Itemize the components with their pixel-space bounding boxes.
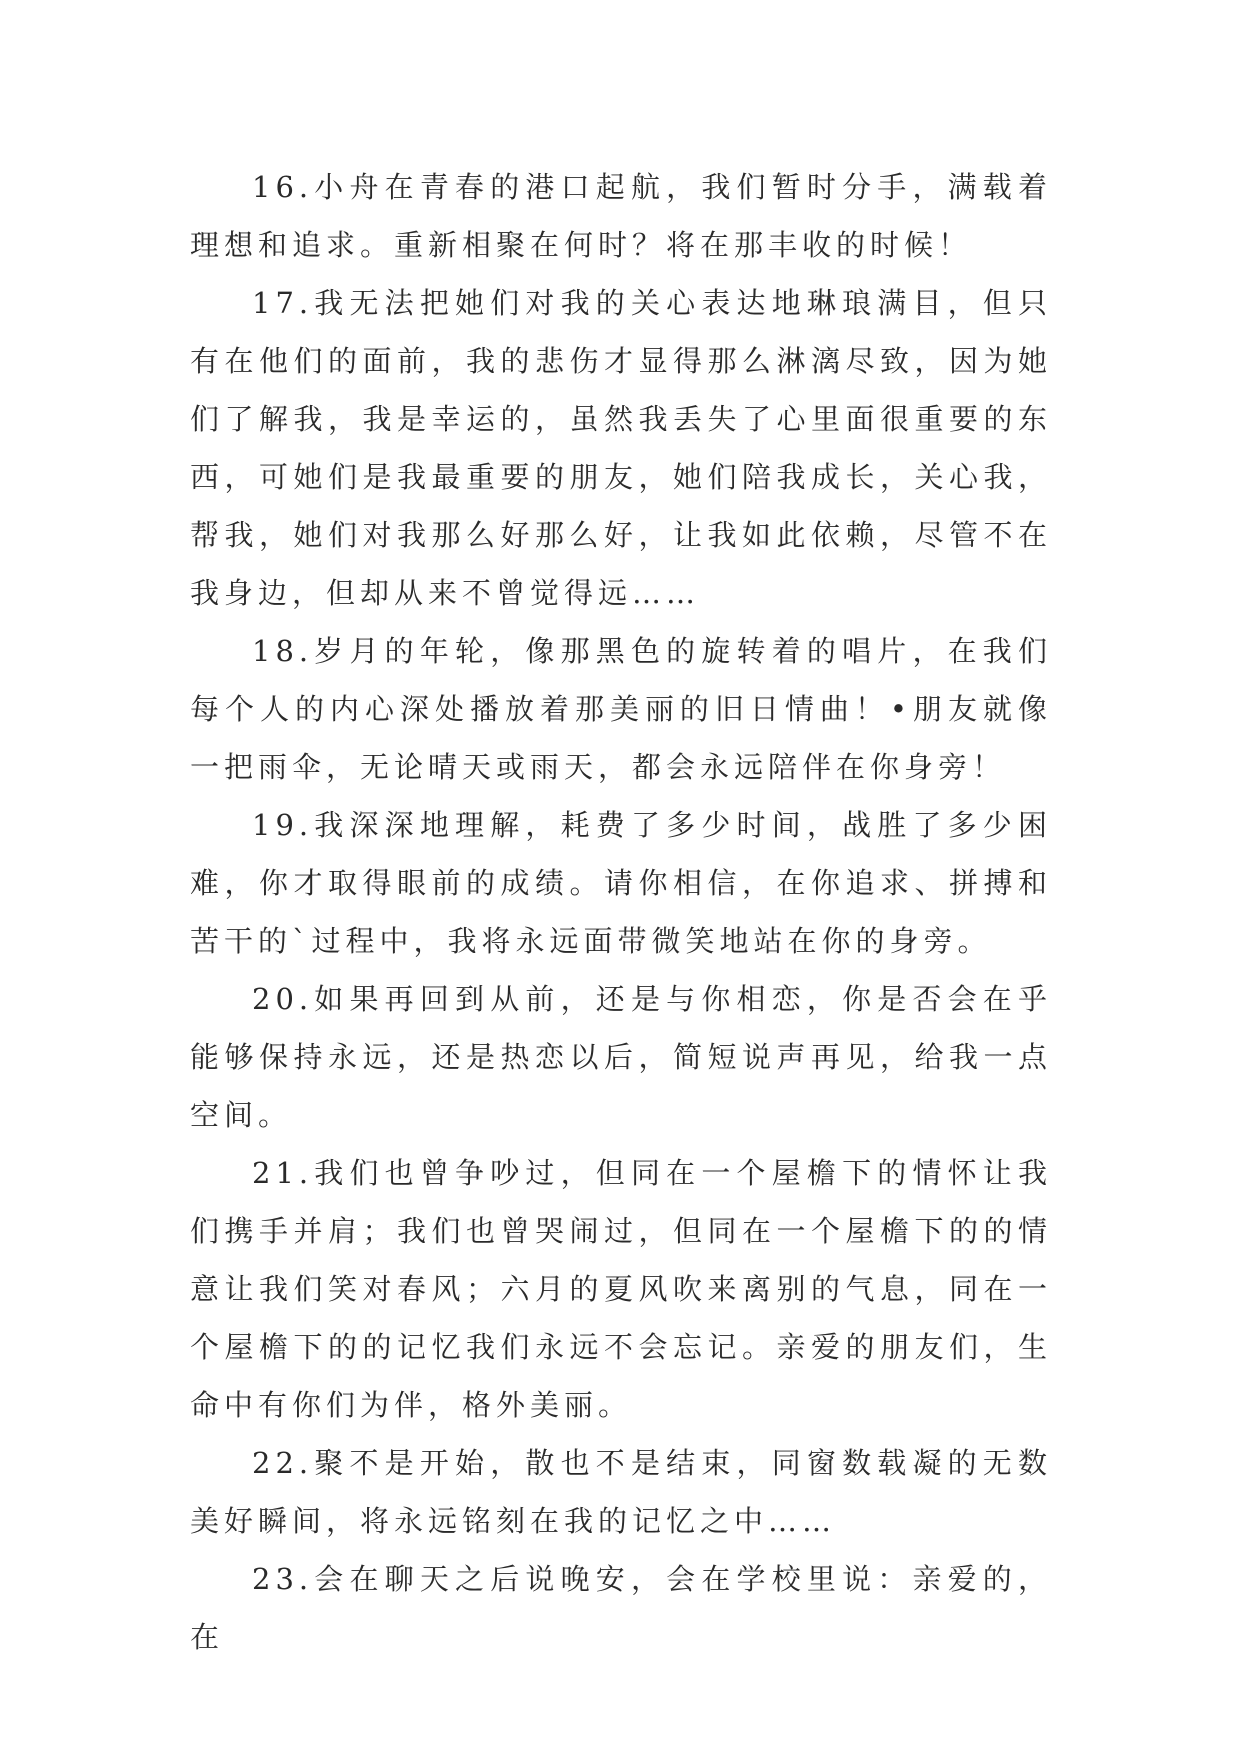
paragraph-22: 22.聚不是开始，散也不是结束，同窗数载凝的无数美好瞬间，将永远铭刻在我的记忆之中…… [190, 1446, 1052, 1538]
paragraph-21: 21.我们也曾争吵过，但同在一个屋檐下的情怀让我们携手并肩；我们也曾哭闹过，但同在一个屋檐下的的情意让我们笑对春风；六月的夏风吹来离别的气息，同在一个屋檐下的的记忆我们永远不会忘记。亲爱的朋友们，生命中有你们为伴，格外美丽。 [190, 1156, 1052, 1422]
paragraph-23: 23.会在聊天之后说晚安，会在学校里说：亲爱的，在 [190, 1562, 1052, 1654]
paragraph-19: 19.我深深地理解，耗费了多少时间，战胜了多少困难，你才取得眼前的成绩。请你相信，在你追求、拼搏和苦干的`过程中，我将永远面带微笑地站在你的身旁。 [190, 808, 1052, 958]
paragraph-16: 16.小舟在青春的港口起航，我们暂时分手，满载着理想和追求。重新相聚在何时？将在那丰收的时候！ [190, 170, 1052, 262]
paragraph-18: 18.岁月的年轮，像那黑色的旋转着的唱片，在我们每个人的内心深处播放着那美丽的旧日情曲！•朋友就像一把雨伞，无论晴天或雨天，都会永远陪伴在你身旁！ [190, 634, 1052, 784]
document-body [190, 158, 1052, 1666]
paragraph-17: 17.我无法把她们对我的关心表达地琳琅满目，但只有在他们的面前，我的悲伤才显得那么淋漓尽致，因为她们了解我，我是幸运的，虽然我丢失了心里面很重要的东西，可她们是我最重要的朋友，她们陪我成长，关心我，帮我，她们对我那么好那么好，让我如此依赖，尽管不在我身边，但却从来不曾觉得远…… [190, 286, 1052, 610]
paragraph-20: 20.如果再回到从前，还是与你相恋，你是否会在乎能够保持永远，还是热恋以后，简短说声再见，给我一点空间。 [190, 982, 1052, 1132]
